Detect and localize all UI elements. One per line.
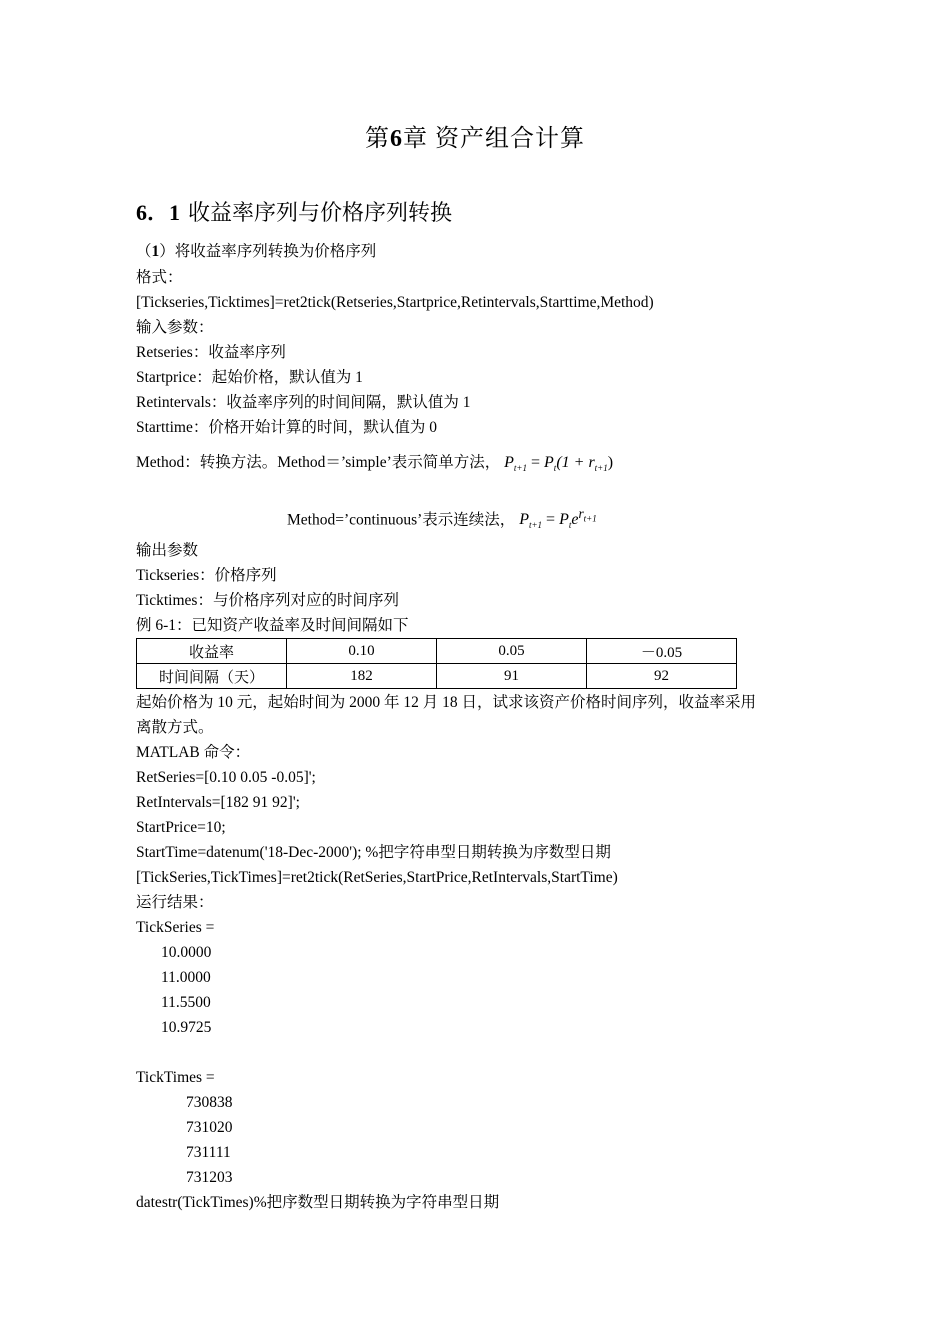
code-line: RetSeries=[0.10 0.05 -0.05]'; — [136, 769, 316, 786]
item-heading: （1）将收益率序列转换为价格序列 — [136, 243, 377, 260]
table-cell: 0.10 — [287, 639, 437, 664]
table-cell: 时间间隔（天） — [137, 664, 287, 689]
chapter-title: 第6章 资产组合计算 — [365, 126, 585, 152]
table-cell: 0.05 — [437, 639, 587, 664]
table-cell: 182 — [287, 664, 437, 689]
datestr-line: datestr(TickTimes)%把序数型日期转换为字符串型日期 — [136, 1194, 500, 1211]
method-continuous-line: Method=’continuous’表示连续法， $P_{t+1} = P_te^{r_{t+1}}$ — [287, 506, 597, 531]
code-line: RetIntervals=[182 91 92]'; — [136, 794, 300, 811]
return-interval-table — [136, 638, 737, 689]
table-cell: －0.05 — [587, 639, 737, 664]
output-line: Tickseries：价格序列 — [136, 567, 277, 584]
ticktimes-value: 731111 — [186, 1144, 231, 1161]
output-line: Ticktimes：与价格序列对应的时间序列 — [136, 592, 399, 609]
code-line: StartPrice=10; — [136, 819, 226, 836]
input-label: 输入参数： — [136, 319, 214, 336]
section-title: 6．1 收益率序列与价格序列转换 — [136, 200, 453, 225]
param-line: Retseries：收益率序列 — [136, 344, 286, 361]
tickseries-value: 11.5500 — [161, 994, 211, 1011]
ticktimes-value: 730838 — [186, 1094, 233, 1111]
tickseries-label: TickSeries = — [136, 919, 215, 936]
param-line: Retintervals：收益率序列的时间间隔，默认值为 1 — [136, 394, 471, 411]
example-description-cont: 离散方式。 — [136, 719, 214, 736]
format-code: [Tickseries,Ticktimes]=ret2tick(Retseries,Startprice,Retintervals,Starttime,Method) — [136, 294, 654, 311]
format-label: 格式： — [136, 269, 183, 286]
result-label: 运行结果： — [136, 894, 214, 911]
param-line: Starttime：价格开始计算的时间，默认值为 0 — [136, 419, 437, 436]
method-simple-line: Method：转换方法。Method＝’simple’表示简单方法， $P_{t+1} = P_t(1 + r_{t+1})$ — [136, 454, 614, 474]
ticktimes-label: TickTimes = — [136, 1069, 215, 1086]
example-description: 起始价格为 10 元，起始时间为 2000 年 12 月 18 日，试求该资产价格时间序列，收益率采用 — [136, 694, 757, 711]
tickseries-value: 10.0000 — [161, 944, 212, 961]
simple-formula: $P_{t+1} = P_t(1 + r_{t+1})$ — [504, 454, 614, 474]
matlab-label: MATLAB 命令： — [136, 744, 251, 761]
code-line: StartTime=datenum('18-Dec-2000'); %把字符串型日期转换为序数型日期 — [136, 844, 611, 861]
tickseries-value: 10.9725 — [161, 1019, 212, 1036]
table-cell: 91 — [437, 664, 587, 689]
continuous-formula: $P_{t+1} = P_te^{r_{t+1}}$ — [519, 506, 597, 531]
example-title: 例 6-1：已知资产收益率及时间间隔如下 — [136, 617, 409, 634]
param-line: Startprice：起始价格，默认值为 1 — [136, 369, 363, 386]
code-line: [TickSeries,TickTimes]=ret2tick(RetSeries,StartPrice,RetIntervals,StartTime) — [136, 869, 618, 886]
ticktimes-value: 731203 — [186, 1169, 233, 1186]
table-cell: 收益率 — [137, 639, 287, 664]
table-row — [137, 664, 737, 689]
table-row — [137, 639, 737, 664]
ticktimes-value: 731020 — [186, 1119, 233, 1136]
tickseries-value: 11.0000 — [161, 969, 211, 986]
table-cell: 92 — [587, 664, 737, 689]
output-label: 输出参数 — [136, 542, 199, 559]
